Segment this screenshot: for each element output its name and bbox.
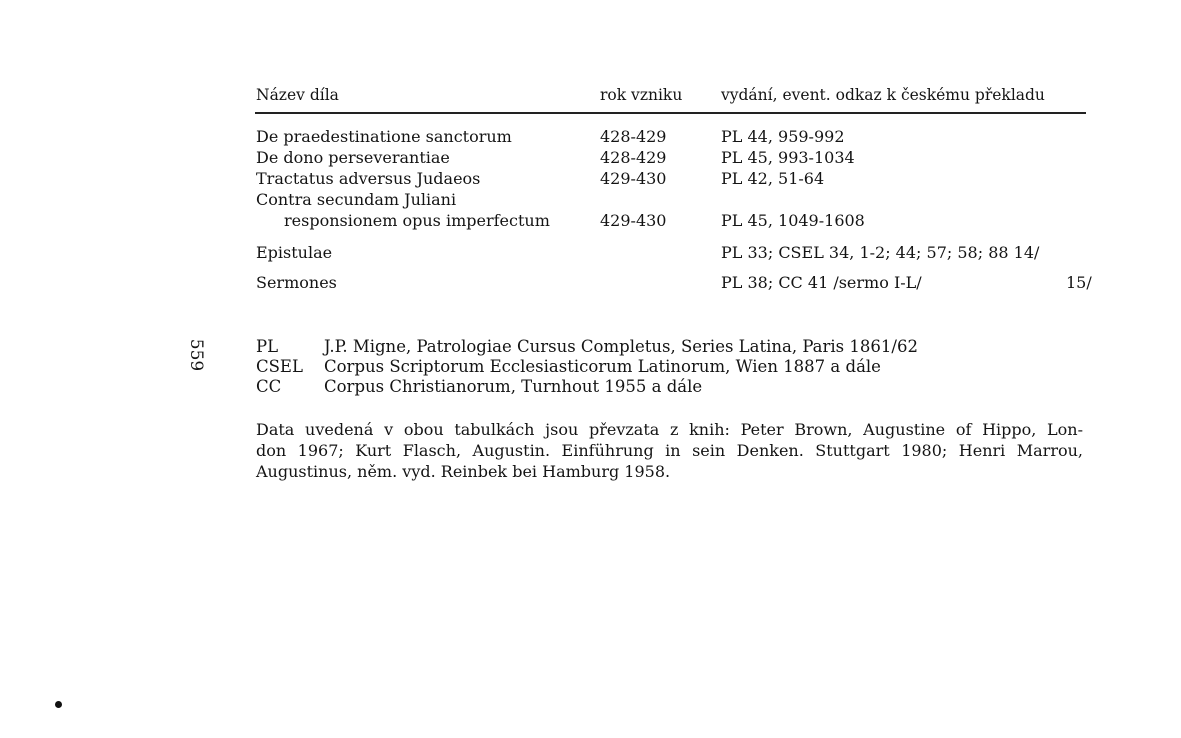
header-year: rok vzniku: [600, 86, 683, 104]
scan-mark: [55, 701, 62, 708]
abbreviation-value: Corpus Scriptorum Ecclesiasticorum Latinorum, Wien 1887 a dále: [324, 357, 881, 376]
row-edition: PL 45, 993-1034: [721, 148, 855, 167]
row-title: De praedestinatione sanctorum: [256, 127, 512, 146]
row-title: De dono perseverantiae: [256, 148, 450, 167]
row-year: 429-430: [600, 211, 667, 230]
page-number: 559: [186, 338, 207, 372]
row-title: Sermones: [256, 273, 337, 292]
row-edition: PL 38; CC 41 /sermo I-L/: [721, 273, 922, 292]
abbreviation-key: PL: [256, 337, 279, 356]
row-year: 428-429: [600, 127, 667, 146]
row-title: responsionem opus imperfectum: [284, 211, 550, 230]
source-note: [256, 419, 1096, 482]
header-title: Název díla: [256, 86, 339, 104]
row-edition: PL 45, 1049-1608: [721, 211, 865, 230]
row-edition: PL 33; CSEL 34, 1-2; 44; 57; 58; 88 14/: [721, 243, 1040, 262]
row-title: Contra secundam Juliani: [256, 190, 457, 209]
header-edition: vydání, event. odkaz k českému překladu: [721, 86, 1045, 104]
source-note-line: Augustinus, něm. vyd. Reinbek bei Hamburg 1958.: [256, 462, 671, 481]
abbreviation-value: Corpus Christianorum, Turnhout 1955 a dále: [324, 377, 703, 396]
row-note: 15/: [1066, 273, 1092, 292]
abbreviation-key: CC: [256, 377, 282, 396]
row-year: 429-430: [600, 169, 667, 188]
row-title: Tractatus adversus Judaeos: [256, 169, 481, 188]
row-year: 428-429: [600, 148, 667, 167]
row-edition: PL 42, 51-64: [721, 169, 825, 188]
source-note-line: Data uvedená v obou tabulkách jsou převzata z knih: Peter Brown, Augustine of Hippo, Lon-: [256, 420, 1083, 439]
header-rule: [255, 112, 1086, 114]
row-title: Epistulae: [256, 243, 333, 262]
source-note-line: don 1967; Kurt Flasch, Augustin. Einführung in sein Denken. Stuttgart 1980; Henri Marrou,: [256, 441, 1083, 460]
abbreviation-key: CSEL: [256, 357, 303, 376]
row-edition: PL 44, 959-992: [721, 127, 845, 146]
abbreviation-value: J.P. Migne, Patrologiae Cursus Completus, Series Latina, Paris 1861/62: [324, 337, 918, 356]
